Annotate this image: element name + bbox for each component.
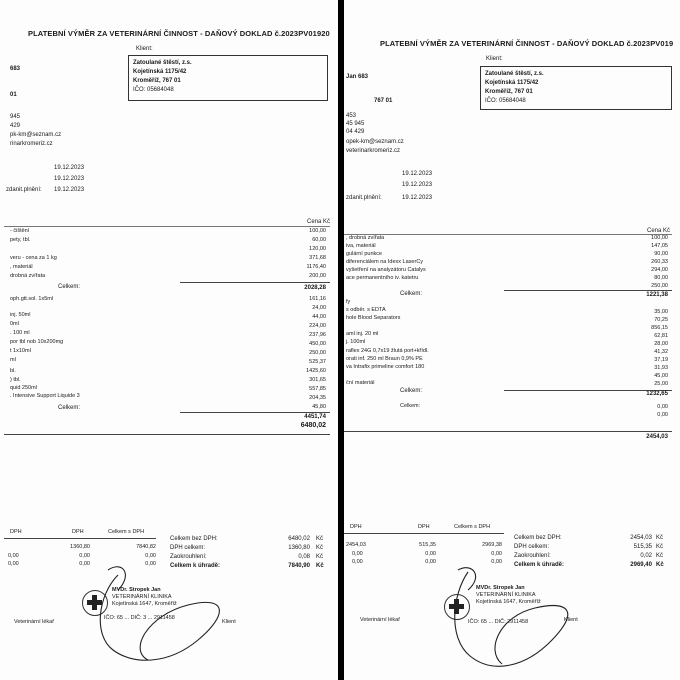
item-price: 525,37 xyxy=(309,359,326,365)
summary-unit: Kč xyxy=(316,536,324,542)
item-name: , drobná zvířata xyxy=(346,235,385,241)
header-divider xyxy=(344,234,672,235)
item-name: j. 100ml xyxy=(346,339,366,345)
stamp-line: MVDr. Stropek Jan xyxy=(476,585,525,591)
item-price: 90,00 xyxy=(654,251,668,257)
item-price: 100,00 xyxy=(651,235,668,241)
vat-header: Celkem s DPH xyxy=(108,529,145,535)
summary-unit: Kč xyxy=(656,562,664,568)
client-label: Klient: xyxy=(136,46,153,52)
vat-cell: 0,00 xyxy=(145,553,156,559)
item-name: s odběr. s EDTA xyxy=(346,307,386,313)
item-name: quid 250ml xyxy=(10,385,37,391)
item-name: oph.gtt.sol. 1x5ml xyxy=(10,296,54,302)
item-name: pety, tbl. xyxy=(10,237,31,243)
signature-icon xyxy=(88,555,238,670)
item-price: 557,85 xyxy=(309,386,326,392)
summary-value: 0,02 xyxy=(640,553,652,559)
item-name: . 100 ml xyxy=(10,330,30,336)
item-price: 100,00 xyxy=(309,228,326,234)
item-price: 45,00 xyxy=(654,373,668,379)
item-price: 25,00 xyxy=(654,381,668,387)
item-name: veru - cena za 1 kg xyxy=(10,255,57,261)
vendor-email: pk-km@seznam.cz xyxy=(10,132,62,138)
item-price: 204,35 xyxy=(309,395,326,401)
item-price: 31,93 xyxy=(654,365,668,371)
summary-unit: Kč xyxy=(316,545,324,551)
stamp-line: VETERINÁRNÍ KLINIKA xyxy=(112,594,172,600)
item-name: gulární punkce xyxy=(346,251,383,257)
vat-cell: 2454,03 xyxy=(346,542,366,548)
client-city: Kroměříž, 767 01 xyxy=(485,89,533,95)
vendor-web: rinarkromeriz.cz xyxy=(10,141,53,147)
summary-label: Zaokrouhlení: xyxy=(514,553,551,559)
footer-client: Klient xyxy=(564,617,578,623)
footer-vet: Veterinární lékař xyxy=(14,619,55,625)
vat-cell: 0,00 xyxy=(8,553,19,559)
total-divider xyxy=(4,434,330,435)
issue-date: 19.12.2023 xyxy=(402,171,433,177)
price-header: Cena Kč xyxy=(646,228,670,234)
item-price: 41,32 xyxy=(654,349,668,355)
item-name: raflex 24G 0,7x19 žlutá port+křídl. xyxy=(346,348,429,354)
client-street: Kojetínská 1175/42 xyxy=(133,69,187,75)
vendor-email: opek-km@seznam.cz xyxy=(346,139,404,145)
item-price: 200,00 xyxy=(309,273,326,279)
item-price: 250,00 xyxy=(651,283,668,289)
issue-date: 19.12.2023 xyxy=(54,165,85,171)
item-price: 856,15 xyxy=(651,325,668,331)
invoice-page-1 xyxy=(0,0,338,680)
subtotal-value: 2028,28 xyxy=(304,285,326,291)
vendor-web: veterinarkromeriz.cz xyxy=(346,148,401,154)
summary-value: 515,35 xyxy=(633,544,652,550)
item-price: 1176,40 xyxy=(306,264,326,270)
subtotal-value: 1232,65 xyxy=(646,391,668,397)
header-divider xyxy=(4,226,330,227)
item-name: drobná zvířata xyxy=(10,273,46,279)
vat-header: DPH xyxy=(350,524,362,530)
grand-total: 2454,03 xyxy=(646,434,668,440)
item-name: orati inf. 250 ml Braun 0,9% PE xyxy=(346,356,423,362)
vat-cell: 2969,38 xyxy=(482,542,502,548)
stamp-line: Kojetínská 1647, Kroměříž xyxy=(476,599,541,605)
summary-value: 7840,90 xyxy=(288,563,310,569)
vendor-line: 453 xyxy=(346,113,357,119)
item-name: - čištění xyxy=(10,228,30,234)
item-name: , materiál xyxy=(10,264,33,270)
summary-value: 6480,02 xyxy=(288,536,310,542)
item-name: ml xyxy=(10,357,16,363)
invoice-title: PLATEBNÍ VÝMĚR ZA VETERINÁRNÍ ČINNOST - DAŇOVÝ DOKLAD č.2023PV01920 xyxy=(28,29,330,38)
vat-cell: 0,00 xyxy=(8,561,19,567)
subtotal-label: Celkem: xyxy=(58,405,81,411)
vendor-line: 429 xyxy=(10,123,21,129)
subtotal-value: 1221,38 xyxy=(646,292,668,298)
item-name: bl. xyxy=(10,368,16,374)
item-name: ace permanentního iv. katetru xyxy=(346,275,419,281)
vendor-line: 01 xyxy=(10,92,17,98)
client-label: Klient: xyxy=(486,56,503,62)
item-price: 1425,60 xyxy=(306,368,326,374)
subtotal-label: Celkem: xyxy=(400,291,423,297)
extra-value: 0,00 xyxy=(657,404,668,410)
vendor-line: 04 429 xyxy=(346,129,365,135)
vat-cell: 0,00 xyxy=(425,551,436,557)
summary-unit: Kč xyxy=(656,553,664,559)
vendor-line: 945 xyxy=(10,114,21,120)
item-name: t 1x10ml xyxy=(10,348,31,354)
client-name: Zatoulané štěstí, z.s. xyxy=(485,71,544,77)
vat-cell: 0,00 xyxy=(79,561,90,567)
item-price: 120,00 xyxy=(309,246,326,252)
stamp-line: IČO: 65 ... DIČ: 2911458 xyxy=(468,619,529,625)
total-divider xyxy=(344,431,672,432)
item-price: 250,00 xyxy=(309,350,326,356)
item-name: fy xyxy=(346,299,351,305)
client-name: Zatoulané štěstí, z.s. xyxy=(133,60,192,66)
invoice-page-2 xyxy=(344,0,680,680)
summary-unit: Kč xyxy=(316,554,324,560)
summary-unit: Kč xyxy=(316,563,324,569)
stamp-line: IČO: 65 ... DIČ: 3 ... 2911458 xyxy=(104,615,175,621)
summary-unit: Kč xyxy=(656,535,664,541)
summary-value: 0,08 xyxy=(298,554,310,560)
due-date: 19.12.2023 xyxy=(402,182,433,188)
item-name: diferenciálem na Idexx LaserCy xyxy=(346,259,424,265)
subtotal-divider xyxy=(180,282,330,283)
stamp-line: MVDr. Stropek Jan xyxy=(112,587,161,593)
due-date: 19.12.2023 xyxy=(54,176,85,182)
item-name: 0ml xyxy=(10,321,19,327)
item-price: 161,16 xyxy=(309,296,326,302)
stamp-line: VETERINÁRNÍ KLINIKA xyxy=(476,592,536,598)
item-name: . Intensive Support Liquide 3 xyxy=(10,393,80,399)
item-price: 44,00 xyxy=(312,314,326,320)
footer-client: Klient xyxy=(222,619,236,625)
vat-cell: 0,00 xyxy=(352,551,363,557)
item-name: ční materiál xyxy=(346,380,375,386)
item-name: ) tbl. xyxy=(10,377,21,383)
subtotal-label: Celkem: xyxy=(58,284,81,290)
item-name: aml inj. 20 ml xyxy=(346,331,379,337)
taxable-date-label: zdanit.plnění: xyxy=(346,195,382,201)
vat-header: DPH xyxy=(10,529,22,535)
vat-header-line xyxy=(344,533,504,534)
item-price: 35,00 xyxy=(654,309,668,315)
item-price: 62,81 xyxy=(654,333,668,339)
item-price: 60,00 xyxy=(312,237,326,243)
item-name: vyšetření na analyzátoru Catalys xyxy=(346,267,426,273)
vat-cell: 1360,80 xyxy=(70,544,90,550)
item-price: 37,19 xyxy=(654,357,668,363)
vendor-line: Jan 683 xyxy=(346,74,369,80)
vendor-line: 683 xyxy=(10,66,21,72)
item-price: 24,00 xyxy=(312,305,326,311)
summary-label: Celkem k úhradě: xyxy=(514,562,565,568)
summary-value: 1360,80 xyxy=(288,545,310,551)
price-header: Cena Kč xyxy=(306,219,330,225)
vat-header: Celkem s DPH xyxy=(454,524,491,530)
taxable-date: 19.12.2023 xyxy=(54,187,85,193)
item-price: 371,68 xyxy=(309,255,326,261)
item-price: 45,80 xyxy=(312,404,326,410)
item-name: iva, materiál xyxy=(346,243,376,249)
item-name: inj. 50ml xyxy=(10,312,31,318)
item-price: 450,00 xyxy=(309,341,326,347)
summary-unit: Kč xyxy=(656,544,664,550)
item-price: 80,00 xyxy=(654,275,668,281)
summary-label: DPH celkem: xyxy=(514,544,550,550)
item-name: hole Blood Separators xyxy=(346,315,401,321)
vat-cell: 0,00 xyxy=(425,559,436,565)
summary-value: 2454,03 xyxy=(630,535,652,541)
summary-label: DPH celkem: xyxy=(170,545,206,551)
stamp-line: Kojetínská 1647, Kroměříž xyxy=(112,601,177,607)
summary-label: Zaokrouhlení: xyxy=(170,554,207,560)
subtotal-label: Celkem: xyxy=(400,388,423,394)
item-price: 224,00 xyxy=(309,323,326,329)
client-ico: IČO: 05684048 xyxy=(133,87,174,93)
footer-vet: Veterinární lékař xyxy=(360,617,401,623)
taxable-date-label: zdanit.plnění: xyxy=(6,187,42,193)
extra-value: 0,00 xyxy=(657,412,668,418)
client-box xyxy=(480,66,672,110)
summary-value: 2969,40 xyxy=(630,562,652,568)
summary-label: Celkem k úhradě: xyxy=(170,563,221,569)
item-price: 28,00 xyxy=(654,341,668,347)
client-box xyxy=(128,55,328,101)
item-price: 70,25 xyxy=(654,317,668,323)
invoice-title: PLATEBNÍ VÝMĚR ZA VETERINÁRNÍ ČINNOST - DAŇOVÝ DOKLAD č.2023PV019 xyxy=(380,39,674,48)
signature-icon xyxy=(440,560,580,672)
vat-cell: 515,35 xyxy=(419,542,436,548)
item-price: 237,96 xyxy=(309,332,326,338)
vat-header: DPH xyxy=(72,529,84,535)
client-city: Kroměříž, 767 01 xyxy=(133,78,181,84)
client-ico: IČO: 05684048 xyxy=(485,98,526,104)
vat-cell: 0,00 xyxy=(79,553,90,559)
client-street: Kojetínská 1175/42 xyxy=(485,80,539,86)
vat-header-line xyxy=(4,538,156,539)
subtotal-label: Celkem: xyxy=(400,403,421,409)
vat-cell: 0,00 xyxy=(352,559,363,565)
item-name: por tbl nob 10x200mg xyxy=(10,339,64,345)
subtotal-value: 4451,74 xyxy=(304,414,326,420)
vat-cell: 0,00 xyxy=(145,561,156,567)
item-price: 147,05 xyxy=(651,243,668,249)
vendor-line: 767 01 xyxy=(374,98,393,104)
item-price: 260,33 xyxy=(651,259,668,265)
item-price: 294,00 xyxy=(651,267,668,273)
vat-cell: 0,00 xyxy=(491,559,502,565)
item-price: 301,65 xyxy=(309,377,326,383)
subtotal-divider xyxy=(180,412,330,413)
vat-cell: 0,00 xyxy=(491,551,502,557)
summary-label: Celkem bez DPH: xyxy=(514,535,562,541)
summary-label: Celkem bez DPH: xyxy=(170,536,218,542)
taxable-date: 19.12.2023 xyxy=(402,195,433,201)
item-name: va Intrafix primeline comfort 180 xyxy=(346,364,425,370)
subtotal-divider xyxy=(504,290,672,291)
vendor-line: 45 945 xyxy=(346,121,365,127)
vat-header: DPH xyxy=(418,524,430,530)
vat-cell: 7840,82 xyxy=(136,544,156,550)
grand-total: 6480,02 xyxy=(300,422,326,429)
